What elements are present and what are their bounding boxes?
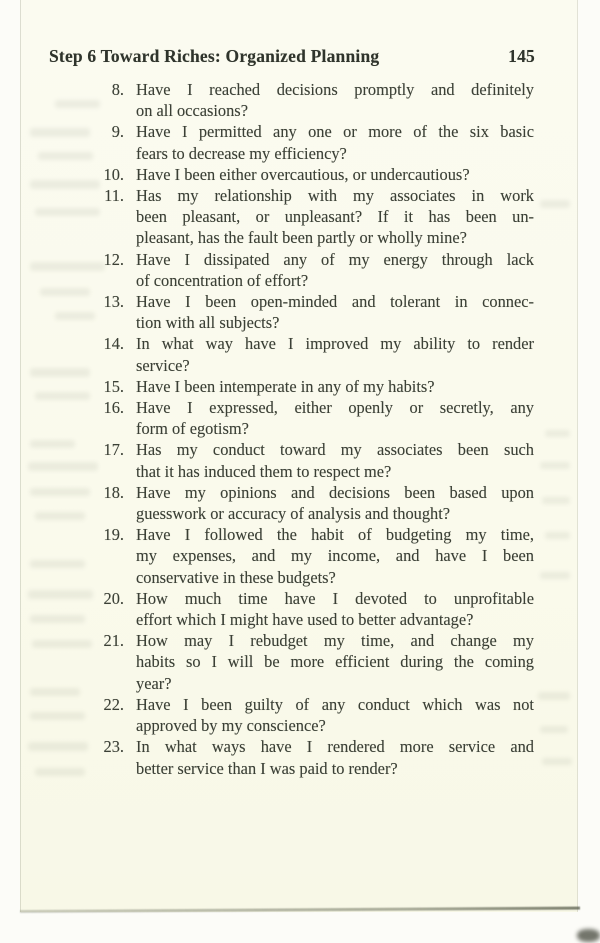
- question-text: Have I been guilty of any conduct which was not approved by my conscience?: [136, 694, 534, 736]
- question-number: 11.: [104, 186, 124, 206]
- ink-bleed-smudge: [540, 200, 570, 208]
- ink-bleed-smudge: [55, 100, 100, 108]
- ink-bleed-smudge: [30, 488, 90, 496]
- question-number: 14.: [103, 334, 124, 354]
- question-item: [49, 524, 535, 588]
- question-list: [49, 79, 535, 779]
- ink-bleed-smudge: [545, 430, 570, 437]
- question-item: [49, 482, 535, 524]
- page-number: 145: [508, 46, 535, 66]
- question-item: [49, 694, 535, 736]
- question-item: [49, 185, 535, 249]
- ink-bleed-smudge: [30, 712, 85, 720]
- ink-bleed-smudge: [35, 768, 85, 776]
- ink-bleed-smudge: [30, 440, 75, 448]
- question-number: 17.: [103, 440, 124, 460]
- ink-bleed-smudge: [540, 462, 570, 469]
- question-text: Has my relationship with my associates in work been pleasant, or unpleasant? If it has been un- pleasant, has the fault been partly or wholly mine?: [136, 186, 534, 248]
- question-text: How may I rebudget my time, and change my habits so I will be more efficient during the coming year?: [136, 631, 534, 693]
- ink-bleed-smudge: [30, 688, 80, 696]
- ink-bleed-smudge: [35, 208, 100, 216]
- question-item: [49, 164, 535, 185]
- question-item: [49, 121, 535, 163]
- ink-bleed-smudge: [545, 532, 570, 539]
- ink-bleed-smudge: [40, 288, 90, 296]
- question-number: 8.: [111, 80, 124, 99]
- question-text: Have I been intemperate in any of my habits?: [136, 376, 435, 396]
- question-text: Has my conduct toward my associates been such that it has induced them to respect me?: [136, 440, 534, 481]
- page-header: [49, 46, 535, 67]
- ink-bleed-smudge: [30, 128, 90, 137]
- question-item: [49, 397, 535, 439]
- ink-bleed-smudge: [540, 726, 568, 733]
- question-item: [49, 249, 535, 291]
- question-text: Have I reached decisions promptly and definitely on all occasions?: [136, 80, 534, 121]
- question-item: [49, 376, 535, 397]
- question-number: 20.: [103, 588, 124, 608]
- ink-bleed-smudge: [32, 640, 92, 648]
- ink-bleed-smudge: [38, 152, 93, 160]
- ink-bleed-smudge: [30, 368, 90, 377]
- question-item: [49, 333, 535, 375]
- chapter-heading: Step 6 Toward Riches: Organized Planning: [49, 46, 380, 66]
- question-text: Have I followed the habit of budgeting my time, my expenses, and my income, and have I been conservative in these budgets?: [136, 525, 534, 587]
- ink-bleed-smudge: [35, 512, 85, 520]
- ink-bleed-smudge: [28, 742, 88, 751]
- ink-bleed-smudge: [55, 312, 95, 320]
- question-text: How much time have I devoted to unprofitable effort which I might have used to better advantage?: [136, 588, 534, 630]
- ink-bleed-smudge: [28, 590, 93, 599]
- question-number: 15.: [103, 376, 124, 396]
- question-text: Have I permitted any one or more of the six basic fears to decrease my efficiency?: [136, 122, 534, 163]
- ink-bleed-smudge: [542, 758, 572, 765]
- question-text: In what ways have I rendered more service and better service than I was paid to render?: [136, 737, 534, 778]
- question-number: 12.: [103, 249, 124, 269]
- question-item: [49, 630, 535, 694]
- ink-bleed-smudge: [538, 692, 570, 700]
- ink-bleed-smudge: [35, 392, 90, 400]
- page-paper: [20, 0, 578, 912]
- question-item: [49, 439, 535, 481]
- ink-bleed-smudge: [28, 462, 98, 471]
- question-number: 21.: [103, 631, 124, 651]
- question-item: [49, 79, 535, 121]
- question-text: In what way have I improved my ability to render service?: [136, 334, 534, 375]
- question-number: 18.: [103, 482, 124, 502]
- question-item: [49, 736, 535, 778]
- question-text: Have I expressed, either openly or secretly, any form of egotism?: [136, 398, 534, 439]
- question-text: Have I been open-minded and tolerant in connec- tion with all subjects?: [136, 292, 534, 333]
- ink-bleed-smudge: [30, 262, 105, 271]
- question-number: 9.: [111, 122, 124, 142]
- ink-bleed-smudge: [30, 560, 85, 568]
- ink-bleed-smudge: [30, 615, 85, 623]
- question-text: Have my opinions and decisions been based upon guesswork or accuracy of analysis and thought?: [136, 482, 534, 524]
- question-number: 22.: [103, 694, 124, 714]
- question-text: Have I dissipated any of my energy through lack of concentration of effort?: [136, 249, 534, 290]
- ink-bleed-smudge: [30, 180, 100, 189]
- question-text: Have I been either overcautious, or undercautious?: [136, 164, 470, 184]
- ink-bleed-smudge: [542, 497, 570, 504]
- ink-bleed-smudge: [540, 572, 570, 579]
- question-item: [49, 291, 535, 333]
- question-number: 16.: [103, 398, 124, 418]
- scan-corner-mark: [577, 929, 600, 942]
- question-item: [49, 588, 535, 630]
- question-number: 19.: [103, 525, 124, 545]
- question-number: 23.: [103, 737, 124, 757]
- question-number: 10.: [103, 164, 124, 184]
- question-number: 13.: [103, 292, 124, 312]
